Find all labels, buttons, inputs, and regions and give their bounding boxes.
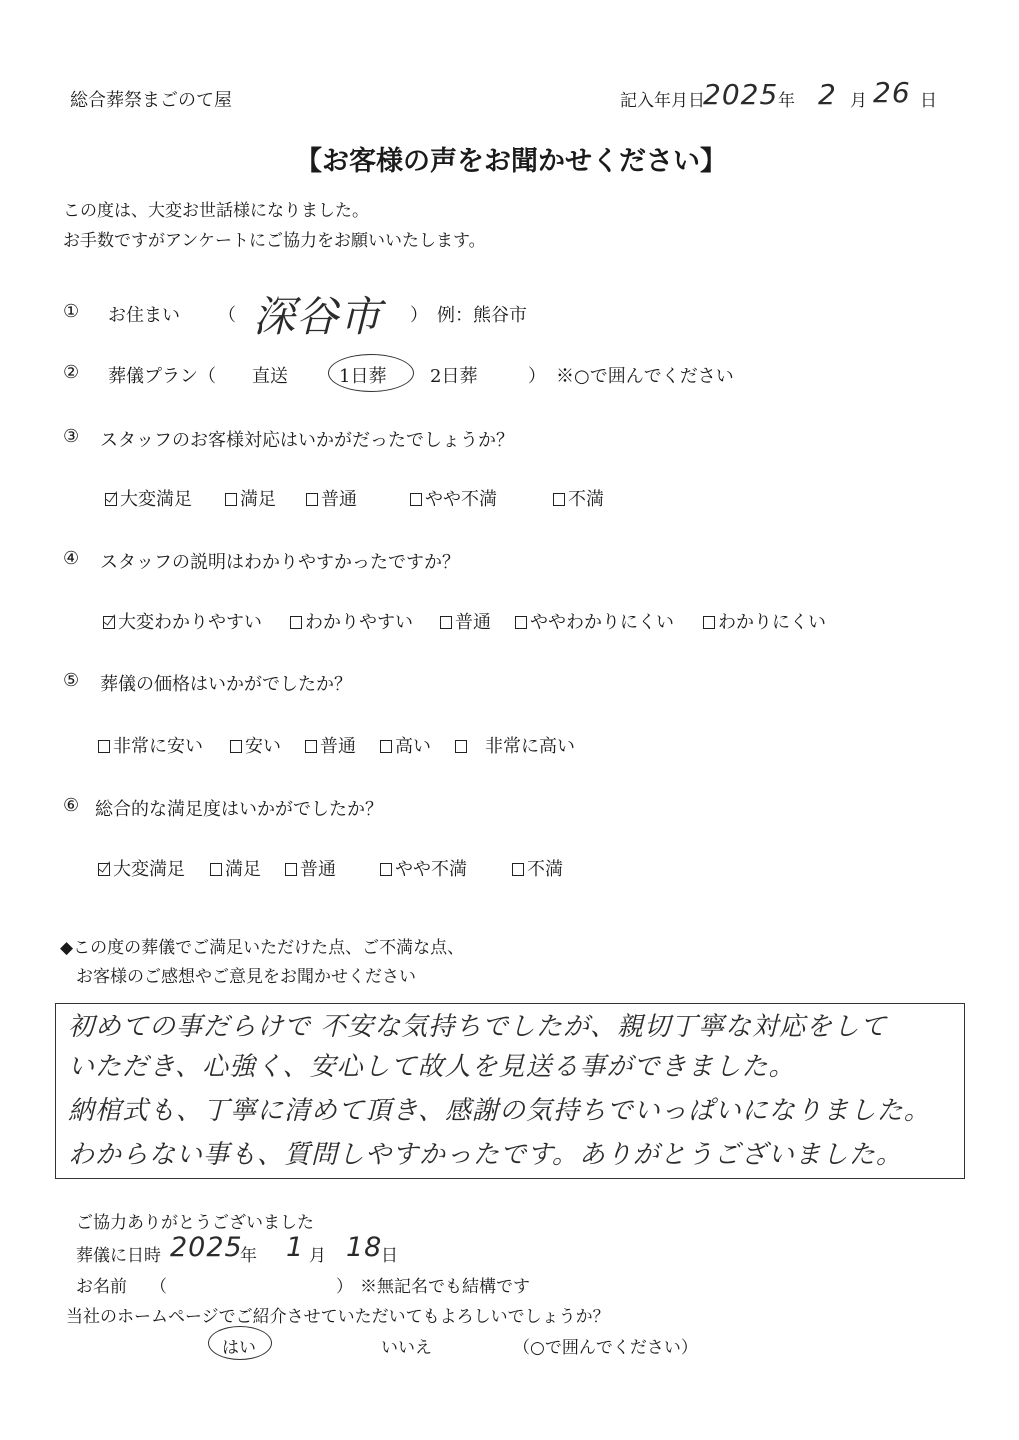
checkbox-icon xyxy=(455,740,467,753)
entry-month: 2 xyxy=(818,78,837,111)
q2-option-2day[interactable]: 2日葬 xyxy=(430,366,478,387)
checkbox-icon xyxy=(553,493,565,506)
checkbox-icon xyxy=(515,616,527,629)
funeral-date-label: 葬儀に日時 xyxy=(76,1246,161,1266)
q2-number: ② xyxy=(63,362,80,383)
funeral-year-unit: 年 xyxy=(240,1246,257,1266)
funeral-month-unit: 月 xyxy=(309,1246,326,1266)
comment-line-3: 納棺式も、丁寧に清めて頂き、感謝の気持ちでいっぱいになりました。 xyxy=(68,1096,931,1126)
q4-number: ④ xyxy=(63,548,80,569)
checkbox-icon xyxy=(103,616,115,629)
q1-close-paren: ） xyxy=(410,305,428,326)
q2-note: ※○で囲んでください xyxy=(556,366,734,387)
comment-box[interactable] xyxy=(55,1003,965,1179)
q5-option-normal[interactable]: 普通 xyxy=(305,732,356,758)
q5-number: ⑤ xyxy=(63,670,80,691)
entry-year-unit: 年 xyxy=(778,91,795,111)
checkbox-icon xyxy=(98,740,110,753)
q5-option-very-expensive[interactable]: 非常に高い xyxy=(455,732,575,758)
q2-label: 葬儀プラン（ xyxy=(108,366,216,387)
q4-option-normal[interactable]: 普通 xyxy=(440,608,491,634)
q2-option-direct[interactable]: 直送 xyxy=(252,366,288,387)
name-open-paren: （ xyxy=(150,1277,167,1297)
checkbox-icon xyxy=(306,493,318,506)
name-field[interactable] xyxy=(172,1272,332,1294)
q2-close-paren: ） xyxy=(528,366,546,387)
q2-option-1day[interactable]: 1日葬 xyxy=(339,366,387,387)
funeral-year[interactable]: 2025 xyxy=(170,1232,243,1263)
homepage-yes[interactable]: はい xyxy=(222,1338,256,1358)
q6-option-very-satisfied[interactable]: 大変満足 xyxy=(98,855,185,881)
q4-option-unclear[interactable]: わかりにくい xyxy=(703,608,826,634)
q4-option-clear[interactable]: わかりやすい xyxy=(290,608,413,634)
q6-number: ⑥ xyxy=(63,795,80,816)
q3-option-dissatisfied[interactable]: 不満 xyxy=(553,485,604,511)
checkbox-icon xyxy=(98,863,110,876)
q1-example: 例：熊谷市 xyxy=(437,305,527,326)
comment-prompt-line-1: ◆この度の葬儀でご満足いただけた点、ご不満な点、 xyxy=(60,938,465,958)
q1-number: ① xyxy=(63,301,80,322)
q6-option-dissatisfied[interactable]: 不満 xyxy=(512,855,563,881)
q5-label: 葬儀の価格はいかがでしたか？ xyxy=(100,674,352,695)
q4-label: スタッフの説明はわかりやすかったですか？ xyxy=(100,552,460,573)
q6-option-somewhat-dissatisfied[interactable]: やや不満 xyxy=(380,855,467,881)
checkbox-icon xyxy=(410,493,422,506)
entry-date-label: 記入年月日 xyxy=(620,91,705,111)
checkbox-icon xyxy=(290,616,302,629)
checkbox-icon xyxy=(305,740,317,753)
entry-year: 2025 xyxy=(703,78,779,111)
intro-line-2: お手数ですがアンケートにご協力をお願いいたします。 xyxy=(63,231,486,251)
checkbox-icon xyxy=(230,740,242,753)
comment-prompt-line-2: お客様のご感想やご意見をお聞かせください xyxy=(76,967,416,987)
checkbox-icon xyxy=(285,863,297,876)
q1-label: お住まい xyxy=(108,305,180,326)
comment-line-4: わからない事も、質問しやすかったです。ありがとうございました。 xyxy=(68,1140,903,1170)
q1-open-paren: （ xyxy=(218,305,236,326)
q4-option-somewhat-unclear[interactable]: ややわかりにくい xyxy=(515,608,674,634)
q5-option-very-cheap[interactable]: 非常に安い xyxy=(98,732,203,758)
checkbox-icon xyxy=(512,863,524,876)
q3-option-satisfied[interactable]: 満足 xyxy=(225,485,276,511)
homepage-no[interactable]: いいえ xyxy=(381,1338,432,1358)
entry-month-unit: 月 xyxy=(850,91,867,111)
entry-day: 26 xyxy=(873,76,911,109)
q1-answer[interactable]: 深谷市 xyxy=(253,292,383,341)
page-title: 【お客様の声をお聞かせください】 xyxy=(295,146,727,177)
q6-label: 総合的な満足度はいかがでしたか？ xyxy=(95,799,383,820)
q3-number: ③ xyxy=(63,426,80,447)
checkbox-icon xyxy=(380,863,392,876)
circle-note: （○で囲んでください） xyxy=(513,1338,698,1358)
comment-line-1: 初めての事だらけで 不安な気持ちでしたが、親切丁寧な対応をして xyxy=(68,1012,888,1042)
q6-option-normal[interactable]: 普通 xyxy=(285,855,336,881)
intro-line-1: この度は、大変お世話様になりました。 xyxy=(63,201,369,221)
q3-label: スタッフのお客様対応はいかがだったでしょうか？ xyxy=(100,430,514,451)
yes-selection-circle xyxy=(208,1326,272,1360)
checkbox-icon xyxy=(105,493,117,506)
entry-day-unit: 日 xyxy=(920,91,937,111)
name-note: ※無記名でも結構です xyxy=(360,1277,530,1297)
checkbox-icon xyxy=(440,616,452,629)
q4-option-very-clear[interactable]: 大変わかりやすい xyxy=(103,608,262,634)
q3-option-somewhat-dissatisfied[interactable]: やや不満 xyxy=(410,485,497,511)
q3-option-very-satisfied[interactable]: 大変満足 xyxy=(105,485,192,511)
q5-option-cheap[interactable]: 安い xyxy=(230,732,281,758)
comment-line-2: いただき、心強く、安心して故人を見送る事ができました。 xyxy=(68,1052,796,1082)
funeral-day[interactable]: 18 xyxy=(346,1232,383,1263)
funeral-day-unit: 日 xyxy=(381,1246,398,1266)
name-label: お名前 xyxy=(76,1277,127,1297)
name-close-paren: ） xyxy=(336,1277,353,1297)
funeral-month[interactable]: 1 xyxy=(286,1232,305,1263)
checkbox-icon xyxy=(225,493,237,506)
checkbox-icon xyxy=(703,616,715,629)
q5-option-expensive[interactable]: 高い xyxy=(380,732,431,758)
thanks-text: ご協力ありがとうございました xyxy=(76,1213,314,1233)
q2-selection-circle xyxy=(328,354,414,392)
company-name: 総合葬祭まごのて屋 xyxy=(70,90,232,111)
q6-option-satisfied[interactable]: 満足 xyxy=(210,855,261,881)
checkbox-icon xyxy=(380,740,392,753)
q3-option-normal[interactable]: 普通 xyxy=(306,485,357,511)
homepage-question: 当社のホームページでご紹介させていただいてもよろしいでしょうか？ xyxy=(66,1307,610,1327)
checkbox-icon xyxy=(210,863,222,876)
